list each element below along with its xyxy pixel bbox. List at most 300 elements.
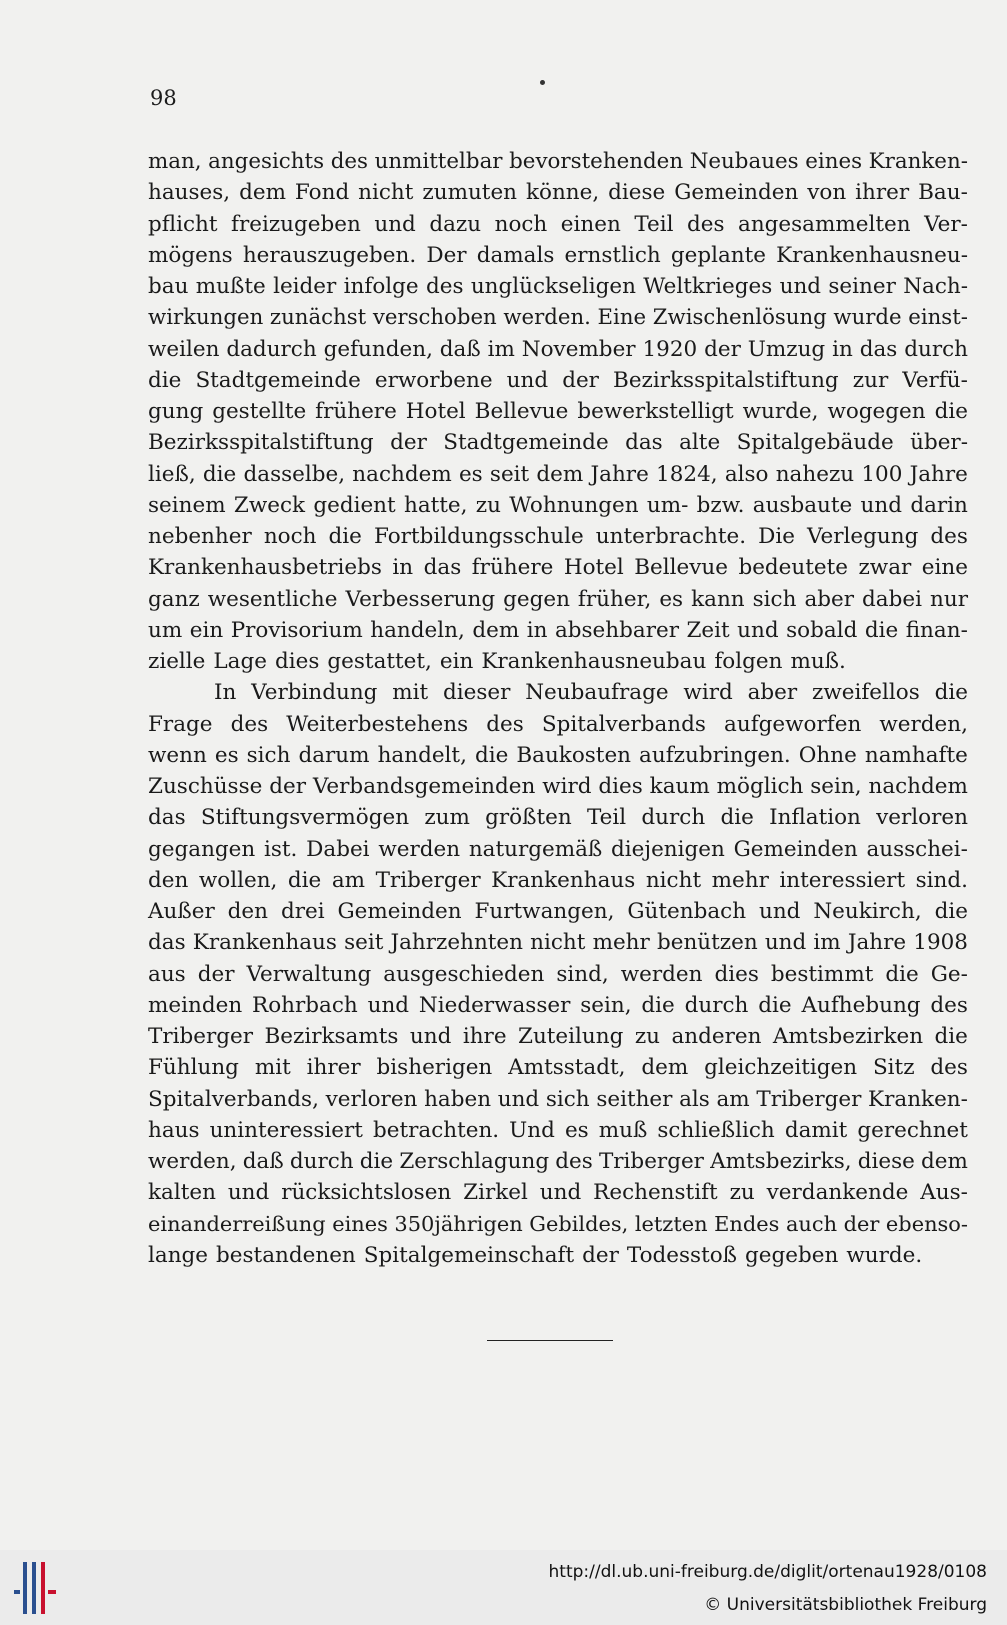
word: und	[539, 1180, 582, 1206]
word: sich	[246, 742, 291, 768]
text-line	[148, 584, 968, 615]
word: Verlegung	[806, 524, 919, 549]
text-line	[148, 1115, 968, 1146]
word: Zweck	[233, 492, 306, 518]
word: Provisorium	[230, 617, 363, 643]
word: mehr	[711, 867, 769, 893]
word: sein,	[580, 992, 632, 1018]
word: diese	[857, 1149, 915, 1174]
word: Krankenhaus	[491, 867, 636, 893]
word: finan-	[905, 617, 968, 643]
word: die	[720, 805, 754, 831]
text-line	[148, 396, 968, 427]
word: uninteressiert	[209, 1117, 363, 1143]
word: dieser	[443, 680, 511, 706]
word: im	[813, 930, 841, 956]
word: mehr	[592, 930, 650, 956]
word: ausbaute	[752, 492, 853, 518]
word: folgen	[714, 649, 783, 674]
word: Umzug	[747, 336, 826, 362]
text-line	[148, 677, 968, 708]
word: bisherigen	[376, 1055, 493, 1081]
word: Die	[758, 524, 795, 549]
word: muß	[598, 1117, 648, 1143]
word: die	[287, 867, 322, 893]
word: Todesstoß	[626, 1242, 738, 1268]
word: und	[860, 492, 903, 518]
word: ihrer	[306, 1055, 361, 1081]
word: bestandenen	[216, 1242, 356, 1268]
word: letzten	[634, 1211, 708, 1236]
word: diejenigen	[611, 836, 725, 862]
word: noch	[494, 211, 548, 237]
text-line	[148, 615, 968, 646]
word: seinem	[148, 492, 226, 518]
word: darin	[910, 492, 968, 518]
text-line	[148, 865, 968, 896]
word: gegeben	[745, 1242, 839, 1268]
word: verloren	[876, 805, 968, 831]
word: zumuten	[422, 180, 518, 206]
word: Stadtgemeinde	[443, 430, 609, 456]
word: aufzubringen.	[639, 742, 791, 768]
word: Wohnungen	[509, 492, 639, 518]
word: erworbene	[374, 367, 493, 393]
word: unglückseligen	[470, 274, 636, 299]
copyright-notice: © Universitätsbibliothek Freiburg	[704, 1595, 987, 1615]
word: damals	[476, 242, 555, 268]
word: des	[930, 992, 968, 1018]
word: sind,	[556, 961, 609, 987]
word: das	[148, 805, 186, 831]
text-line	[148, 1146, 968, 1177]
text-line	[148, 1021, 968, 1052]
word: die	[641, 992, 675, 1018]
word: Gemeinden	[674, 180, 799, 206]
word: wogegen	[827, 399, 926, 424]
word: werden,	[148, 1149, 237, 1174]
word: am	[331, 867, 366, 893]
word: bewerkstelligt	[577, 399, 734, 424]
word: Fond	[294, 180, 350, 206]
word: mußte	[195, 274, 266, 299]
word: der	[197, 961, 235, 987]
word: Weltkrieges	[643, 274, 773, 299]
word: gleichzeitigen	[704, 1055, 858, 1081]
word: Hotel	[563, 555, 624, 581]
word: dasselbe,	[243, 461, 346, 487]
word: 1908	[913, 930, 968, 956]
text-line	[148, 1240, 968, 1271]
word: werden.	[503, 305, 591, 331]
word: des	[555, 1149, 593, 1174]
word: werden	[620, 961, 703, 987]
word: als	[679, 1086, 710, 1112]
word: und	[374, 211, 416, 237]
word: Ge-	[930, 961, 968, 987]
word: eine	[921, 555, 968, 581]
word: es	[458, 461, 483, 487]
word: nahezu	[775, 461, 855, 487]
word: dem	[472, 617, 520, 643]
word: Neubaues	[689, 149, 799, 174]
library-logo-icon	[10, 1556, 66, 1620]
word: Der	[426, 242, 467, 268]
word: es	[564, 1117, 589, 1143]
word: Triberger	[375, 867, 481, 893]
word: Verfü-	[902, 367, 968, 393]
word: früher,	[577, 586, 652, 612]
word: angesichts	[208, 149, 325, 174]
word: absehbarer	[554, 617, 679, 643]
word: und	[367, 992, 410, 1018]
word: eines	[332, 1211, 388, 1236]
word: das	[423, 555, 462, 581]
word: Spitalverbands,	[148, 1086, 319, 1112]
word: einen	[560, 211, 621, 237]
word: gung	[148, 399, 204, 424]
word: Krankenhausneu-	[776, 242, 968, 268]
word: dem	[239, 180, 286, 206]
word: gegangen	[148, 836, 256, 862]
word: Amtsbezirken	[772, 1024, 924, 1049]
word: die	[934, 899, 968, 924]
word: leider	[273, 274, 337, 299]
word: In	[214, 680, 237, 706]
word: bau	[148, 274, 189, 299]
text-line	[148, 646, 968, 677]
word: verschoben	[372, 305, 497, 331]
word: dem	[641, 1055, 689, 1081]
word: Eine	[597, 305, 647, 331]
word: Nach-	[903, 274, 968, 299]
word: sich	[545, 1086, 590, 1112]
word: unterbrachte.	[595, 524, 747, 549]
word: durch	[684, 992, 749, 1018]
word: kann	[691, 586, 745, 612]
word: des	[686, 211, 725, 237]
word: wesentliche	[207, 586, 338, 612]
word: muß.	[790, 649, 846, 674]
word: gestellte	[212, 399, 307, 424]
word: Spitalgebäude	[736, 430, 894, 456]
word: die	[359, 1149, 394, 1174]
word: nachdem	[868, 774, 968, 799]
word: durch	[289, 1149, 354, 1174]
word: dies	[598, 774, 643, 799]
word: und	[497, 1086, 540, 1112]
word: Stiftungsvermögen	[200, 805, 410, 831]
word: November	[521, 336, 636, 362]
word: daß	[242, 1149, 284, 1174]
word: wurde.	[846, 1242, 923, 1268]
word: hatte,	[403, 492, 468, 518]
word: Zuteilung	[518, 1024, 624, 1049]
word: Verbindung	[251, 680, 378, 706]
word: Verbesserung	[345, 586, 496, 612]
word: auch	[785, 1211, 838, 1236]
word: der	[269, 774, 306, 799]
word: der	[390, 430, 427, 456]
word: Rechenstift	[593, 1180, 718, 1206]
word: daß	[439, 336, 481, 362]
word: gegen	[503, 586, 570, 612]
word: wurde,	[742, 399, 819, 424]
word: Fortbildungsschule	[373, 524, 584, 549]
word: verloren	[325, 1086, 418, 1112]
word: es	[214, 742, 239, 768]
word: seither	[596, 1086, 673, 1112]
word: nicht	[530, 930, 586, 956]
word: des	[230, 711, 269, 737]
word: ganz	[148, 586, 200, 612]
text-line	[148, 959, 968, 990]
word: Neubaufrage	[525, 680, 669, 706]
word: lange	[148, 1242, 209, 1268]
word: ihrer	[855, 180, 910, 206]
word: möglich	[716, 774, 804, 799]
text-line	[148, 365, 968, 396]
word: infolge	[343, 274, 419, 299]
text-line	[148, 740, 968, 771]
word: gestattet,	[327, 649, 432, 674]
word: zum	[424, 805, 470, 831]
word: herauszugeben.	[242, 242, 417, 268]
word: aufgeworfen	[724, 711, 862, 737]
word: zunächst	[269, 305, 367, 331]
word: nicht	[358, 180, 414, 206]
text-line	[148, 1052, 968, 1083]
word: ein	[439, 649, 474, 674]
word: aber	[804, 586, 855, 612]
word: die	[934, 680, 968, 706]
word: dabei	[862, 586, 922, 612]
word: diese	[608, 180, 666, 206]
word: um	[148, 617, 183, 643]
word: dies	[714, 961, 759, 987]
word: kalten	[148, 1180, 216, 1206]
word: am	[716, 1086, 750, 1112]
word: über-	[910, 430, 968, 456]
word: im	[487, 336, 515, 362]
word: Aus-	[920, 1180, 968, 1206]
word: 100	[861, 461, 903, 487]
word: Zwischenlösung	[652, 305, 827, 331]
word: Teil	[586, 805, 627, 831]
word: naturgemäß	[468, 836, 603, 862]
word: eines	[805, 149, 863, 174]
word: in	[392, 555, 414, 581]
word: hauses,	[148, 180, 231, 206]
word: Furtwangen,	[474, 899, 615, 924]
word: Bezirksspitalstiftung	[613, 367, 839, 393]
text-line	[148, 459, 968, 490]
word: darum	[298, 742, 370, 768]
text-line	[148, 1209, 968, 1240]
word: Zeit	[686, 617, 730, 643]
word: durch	[641, 805, 706, 831]
word: und	[758, 899, 801, 924]
word: ausschei-	[866, 836, 968, 862]
word: Amtsbezirks,	[710, 1149, 852, 1174]
word: Triberger	[756, 1086, 862, 1112]
word: wird	[542, 774, 592, 799]
section-rule	[487, 1340, 613, 1341]
word: den	[227, 899, 269, 924]
word: Baukosten	[516, 742, 632, 768]
word: Endes	[714, 1211, 780, 1236]
word: Krankenhaus	[192, 930, 337, 956]
word: Gemeinden	[733, 836, 858, 862]
word: schließlich	[657, 1117, 775, 1143]
body-text	[148, 146, 968, 1271]
word: rücksichtslosen	[281, 1180, 452, 1206]
word: Bezirksamts	[264, 1024, 399, 1049]
word: des	[486, 711, 524, 737]
text-line	[148, 1177, 968, 1208]
word: Jahrzehnten	[390, 930, 524, 956]
word: Jahre	[909, 461, 968, 487]
word: werden	[378, 836, 461, 862]
word: ließ,	[148, 461, 196, 487]
word: bestimmt	[770, 961, 874, 987]
word: Jahre	[847, 930, 907, 956]
word: den	[148, 867, 189, 893]
word: es	[659, 586, 684, 612]
text-line	[148, 177, 968, 208]
word: das	[148, 930, 186, 956]
word: dazu	[429, 211, 482, 237]
word: zweifellos	[812, 680, 920, 706]
word: Weiterbestehens	[286, 711, 469, 737]
word: nachdem	[352, 461, 452, 487]
word: gefunden,	[323, 336, 433, 362]
word: Krankenhausneubau	[481, 649, 707, 674]
word: freizugeben	[231, 211, 361, 237]
word: seit	[489, 461, 530, 487]
word: die	[934, 1024, 968, 1049]
word: Aufhebung	[801, 992, 921, 1018]
word: betrachten.	[372, 1117, 500, 1143]
word: Krankenhausbetriebs	[148, 555, 382, 581]
word: und	[506, 367, 549, 393]
text-line	[148, 427, 968, 458]
word: dadurch	[226, 336, 317, 362]
text-line	[148, 709, 968, 740]
word: mit	[392, 680, 429, 706]
word: anderen	[671, 1024, 762, 1049]
word: aber	[747, 680, 798, 706]
word: Ohne	[798, 742, 857, 768]
word: Bellevue	[474, 399, 569, 424]
word: meinden	[148, 992, 243, 1018]
word: Zerschlagung	[399, 1149, 550, 1174]
word: dies	[275, 649, 320, 674]
word: Verbandsgemeinden	[312, 774, 536, 799]
text-line	[148, 771, 968, 802]
word: der	[843, 1211, 880, 1236]
word: der	[704, 336, 741, 362]
word: drei	[280, 899, 325, 924]
word: in	[526, 617, 548, 643]
word: Kranken-	[868, 1086, 968, 1112]
word: Bezirksspitalstiftung	[148, 430, 374, 456]
word: aus	[148, 961, 186, 987]
word: Hotel	[405, 399, 466, 424]
word: um-	[646, 492, 689, 518]
word: benützen	[656, 930, 758, 956]
word: die	[885, 961, 919, 987]
text-line	[148, 834, 968, 865]
word: 1920	[642, 336, 698, 362]
word: einst-	[908, 305, 968, 331]
word: also	[724, 461, 769, 487]
text-line	[148, 146, 968, 177]
word: mit	[254, 1055, 291, 1081]
word: ihre	[462, 1024, 507, 1049]
word: Bellevue	[634, 555, 728, 581]
word: kaum	[649, 774, 710, 799]
word: nicht	[645, 867, 702, 893]
word: weilen	[148, 336, 220, 362]
word: gedient	[313, 492, 396, 518]
word: die	[202, 461, 237, 487]
word: die	[328, 524, 362, 549]
source-url-link[interactable]: http://dl.ub.uni-freiburg.de/diglit/ortenau1928/0108	[548, 1562, 987, 1582]
word: ein	[189, 617, 224, 643]
word: nur	[930, 586, 968, 612]
word: zur	[852, 367, 889, 393]
word: Fühlung	[148, 1055, 239, 1081]
word: geplante	[670, 242, 766, 268]
word: wenn	[148, 742, 207, 768]
word: pflicht	[148, 211, 218, 237]
word: Niederwasser	[418, 992, 571, 1018]
word: des	[930, 524, 968, 549]
word: Gütenbach	[627, 899, 747, 924]
word: der	[562, 367, 599, 393]
text-line	[148, 552, 968, 583]
word: frühere	[471, 555, 554, 581]
word: damit	[784, 1117, 848, 1143]
text-line	[148, 209, 968, 240]
text-line	[148, 334, 968, 365]
word: Dabei	[306, 836, 370, 862]
word: Frage	[148, 711, 213, 737]
word: handelt,	[377, 742, 467, 768]
word: Rohrbach	[252, 992, 358, 1018]
word: bzw.	[696, 492, 745, 518]
word: in	[832, 336, 853, 362]
word: die	[934, 399, 968, 424]
word: bevorstehenden	[509, 149, 684, 174]
word: des	[425, 274, 464, 299]
text-line	[148, 802, 968, 833]
word: Lage	[213, 649, 267, 674]
text-line	[148, 240, 968, 271]
word: haus	[148, 1117, 200, 1143]
text-line	[148, 1084, 968, 1115]
word: Gemeinden	[337, 899, 462, 924]
word: von	[807, 180, 847, 206]
word: zielle	[148, 649, 206, 674]
word: zu	[475, 492, 501, 518]
word: alte	[679, 430, 721, 456]
word: noch	[263, 524, 317, 549]
word: Zirkel	[463, 1180, 528, 1206]
word: Zuschüsse	[148, 774, 263, 799]
word: gerechnet	[857, 1117, 968, 1143]
